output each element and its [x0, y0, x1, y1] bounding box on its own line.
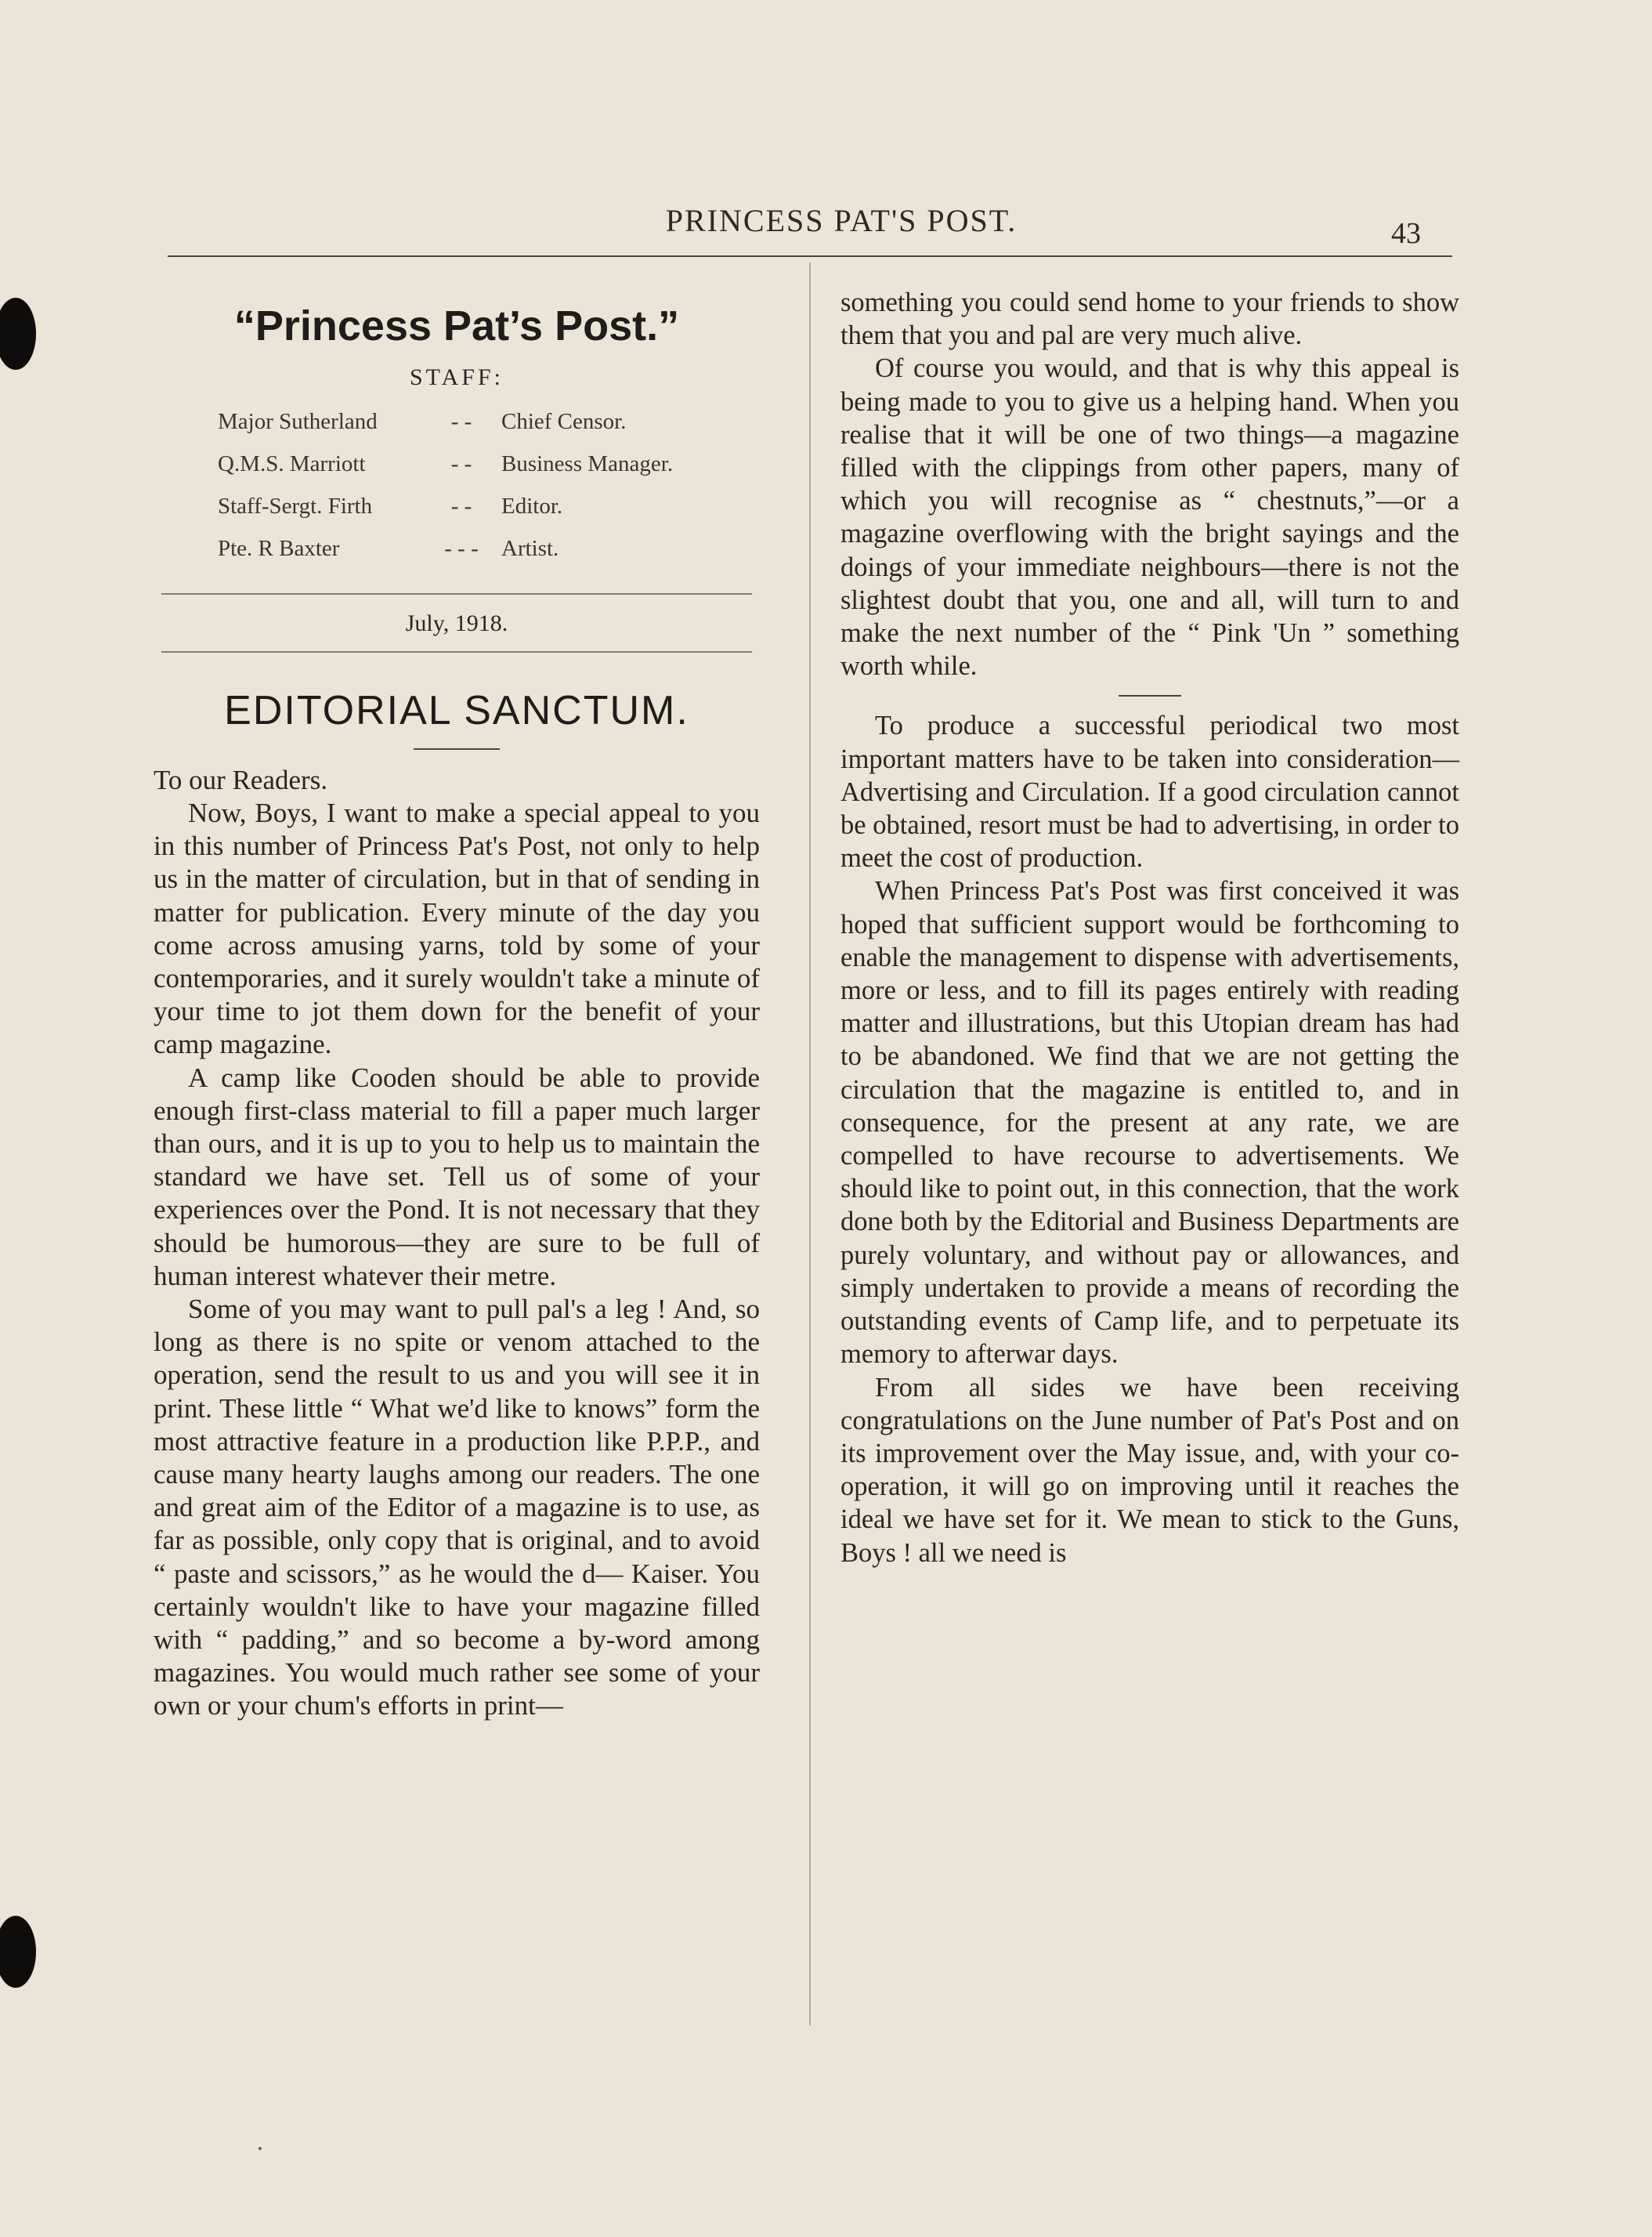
- body-paragraph: A camp like Cooden should be able to provide enough first-class material to fill a paper much larger than ours, and it is up to you to help us to maintain the standard we have set. Tell us of some of your experiences over the Pond. It is not necessary that they should be humorous—they are sure to be full of human interest whatever their metre.: [154, 1062, 760, 1291]
- staff-role: Business Manager.: [501, 451, 674, 476]
- running-title: PRINCESS PAT'S POST.: [665, 203, 1018, 238]
- ink-speck: [258, 2147, 262, 2150]
- masthead-rule: [161, 651, 752, 653]
- staff-dash: - -: [450, 408, 472, 434]
- body-paragraph: Of course you would, and that is why this appeal is being made to you to give us a helping hand. When you realise that it will be one of two things—a magazine filled with the clippings from other papers, many of which you will recognise as “ chestnuts,”—or a magazine overflowing with the bright sayings and the doings of your immediate neighbours—there is not the slightest doubt that you, one and all, will turn to and make the next number of the “ Pink 'Un ” something worth while.: [840, 353, 1459, 682]
- staff-dash: - - -: [444, 535, 479, 561]
- staff-role: Editor.: [501, 493, 563, 519]
- punch-hole-top: [0, 298, 36, 370]
- staff-role: Artist.: [501, 535, 559, 561]
- body-paragraph: To produce a successful periodical two most important matters have to be taken into consideration—Advertising and Circulation. If a good circulation cannot be obtained, resort must be had to advertising, in order to meet the cost of production.: [840, 711, 1459, 874]
- page-number: 43: [1391, 217, 1421, 250]
- issue-date: July, 1918.: [405, 610, 508, 636]
- staff-row: [154, 400, 760, 443]
- body-paragraph: When Princess Pat's Post was first conceived it was hoped that sufficient support would be forthcoming to enable the management to dispense with advertisements, more or less, and to fill its pages entirely with reading matter and illustrations, but this Utopian dream has had to be abandoned. We find that we are not getting the circulation that the magazine is entitled to, and in consequence, for the present at any rate, we are compelled to have recourse to advertisements. We should like to point out, in this connection, that the work done both by the Editorial and Business Departments are purely voluntary, and without pay or allowances, and simply undertaken to provide a means of recording the outstanding events of Camp life, and to perpetuate its memory to afterwar days.: [840, 876, 1459, 1370]
- staff-name: Major Sutherland: [218, 408, 378, 434]
- title-rule: [414, 748, 500, 750]
- staff-name: Pte. R Baxter: [218, 535, 340, 561]
- staff-dash: - -: [450, 451, 472, 476]
- body-paragraph: Now, Boys, I want to make a special appeal to you in this number of Princess Pat's Post, not only to help us in the matter of circulation, but in that of sending in matter for publication. Every minute of the day you come across amusing yarns, told by some of your contemporaries, and it surely wouldn't take a minute of your time to jot them down for the benefit of your camp magazine.: [154, 798, 760, 1060]
- right-column: [840, 286, 1459, 1569]
- staff-name: Q.M.S. Marriott: [218, 451, 366, 476]
- left-column: [154, 286, 760, 1723]
- staff-row: [154, 443, 760, 485]
- punch-hole-bottom: [0, 1916, 36, 1988]
- column-divider: [809, 262, 811, 2025]
- body-paragraph: From all sides we have been receiving congratulations on the June number of Pat's Post and on its improvement over the May issue, and, with your co-operation, it will go on improving until it reaches the ideal we have set for it. We mean to stick to the Guns, Boys ! all we need is: [840, 1372, 1459, 1568]
- body-paragraph: something you could send home to your friends to show them that you and pal are very much alive.: [840, 288, 1459, 351]
- staff-dash: - -: [450, 493, 472, 519]
- staff-row: [154, 527, 760, 570]
- salutation: To our Readers.: [154, 765, 328, 795]
- staff-row: [154, 485, 760, 527]
- body-paragraph: Some of you may want to pull pal's a leg ! And, so long as there is no spite or venom attached to the operation, send the result to us and you will see it in print. These little “ What we'd like to knows” form the most attractive feature in a production like P.P.P., and cause many hearty laughs among our readers. The one and great aim of the Editor of a magazine is to use, as far as possible, only copy that is original, and to avoid “ paste and scissors,” as he would the d— Kaiser. You certainly wouldn't like to have your magazine filled with “ padding,” and so become a by-word among magazines. You would much rather see some of your own or your chum's efforts in print—: [154, 1294, 760, 1721]
- staff-name: Staff-Sergt. Firth: [218, 493, 373, 519]
- article-title: EDITORIAL SANCTUM.: [224, 688, 689, 733]
- masthead-rule: [161, 593, 752, 595]
- running-header: [168, 202, 1452, 257]
- staff-heading: STAFF:: [410, 364, 504, 390]
- masthead-title: “Princess Pat’s Post.”: [233, 302, 680, 349]
- section-break-rule: [1119, 695, 1181, 697]
- staff-role: Chief Censor.: [501, 408, 627, 434]
